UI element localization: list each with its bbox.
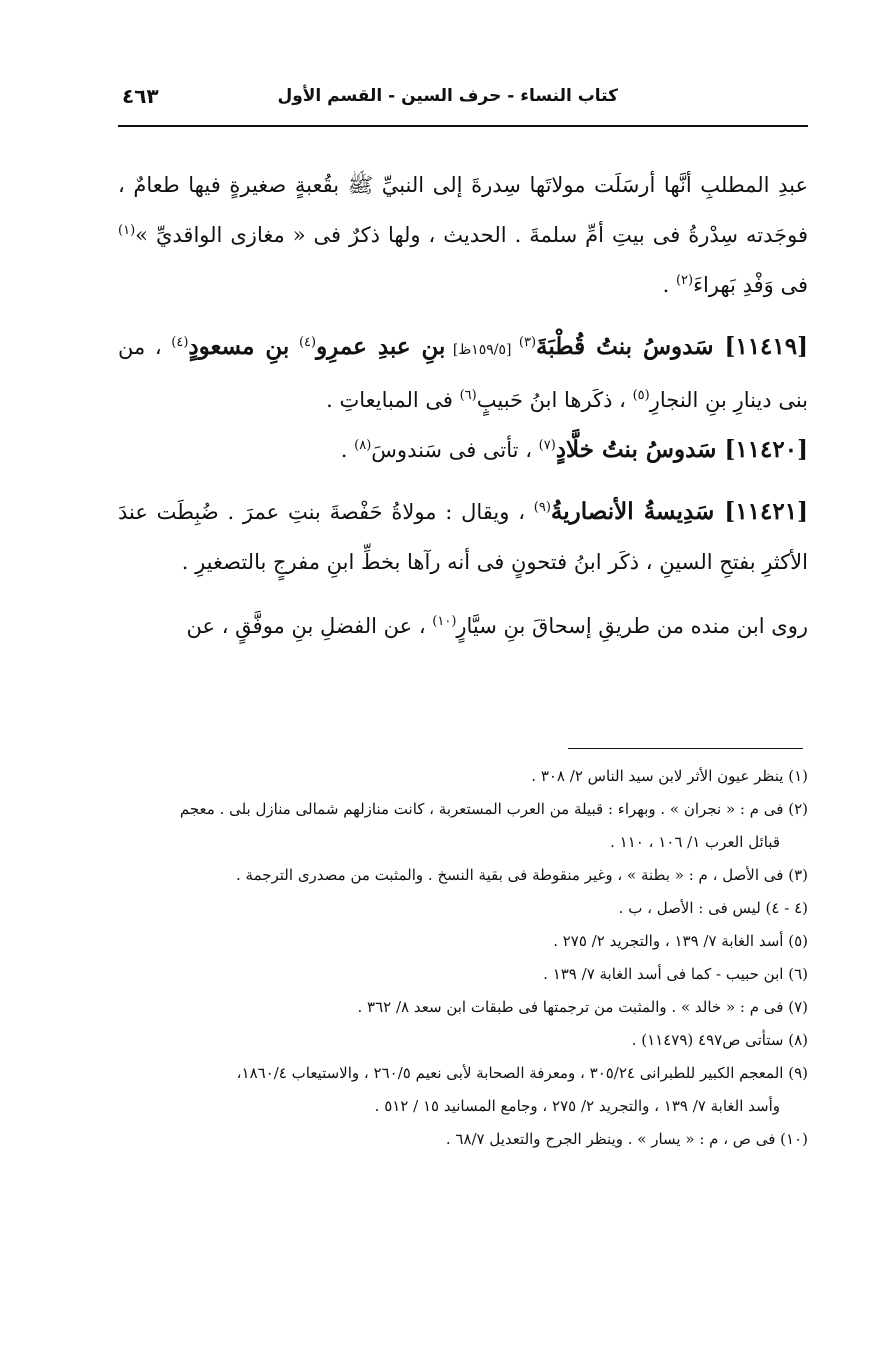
text-span: فى وَفْدِ بَهراءَ	[693, 273, 808, 297]
footnote-number: (٣)	[788, 866, 808, 884]
entry-heading: [١١٤٢٠] سَدوسُ بنتُ خلَّادٍ	[555, 436, 808, 463]
text-span: فى المبايعاتِ .	[326, 388, 460, 412]
page-number: ٤٦٣	[122, 84, 159, 108]
footnote-3	[118, 859, 808, 892]
text-span: ، ذكَرها ابنُ حَبيبٍ	[476, 388, 633, 412]
footnote-8	[118, 1024, 808, 1057]
text-span: روى ابن منده من طريقِ إسحاقَ بنِ سيَّارٍ	[456, 614, 808, 638]
footnote-number: (٨)	[788, 1031, 808, 1049]
footnote-number: (٥)	[788, 932, 808, 950]
footnote-ref: (١)	[118, 223, 136, 238]
entry-11420	[118, 425, 808, 475]
footnote-ref: (٨)	[354, 438, 372, 453]
footnote-6	[118, 958, 808, 991]
footnote-number: (٧)	[788, 998, 808, 1016]
footnote-number: (١)	[788, 767, 808, 785]
footnote-number: (١٠)	[780, 1130, 808, 1148]
running-title: كتاب النساء - حرف السين - القسم الأول	[277, 86, 618, 106]
footnote-continuation: وأسد الغابة ٧/ ١٣٩ ، والتجريد ٢/ ٢٧٥ ، وجامع المسانيد ١٥ / ٥١٢ .	[374, 1097, 780, 1115]
footnotes	[118, 760, 808, 1156]
entry-11421	[118, 487, 808, 587]
footnote-text: ليس فى : الأصل ، ب .	[618, 899, 766, 917]
entry-heading-cont: بنِ مسعودٍ	[188, 333, 290, 360]
text-span: ، من بنى دينارِ بنِ النجارِ	[118, 335, 808, 412]
footnote-text: ينظر عيون الأثر لابن سيد الناس ٢/ ٣٠٨ .	[531, 767, 789, 785]
footnote-text: فى م : « خالد » . والمثبت من ترجمتها فى طبقات ابن سعد ٨/ ٣٦٢ .	[357, 998, 789, 1016]
footnote-ref: (٥)	[632, 388, 650, 403]
footnote-7	[118, 991, 808, 1024]
folio-marker: [١٥٩/٥ظ]	[445, 342, 519, 358]
footnote-number: (٦)	[788, 965, 808, 983]
footnote-text: ستأتى ص٤٩٧ (١١٤٧٩) .	[631, 1031, 789, 1049]
entry-heading-cont: بنِ عبدِ عمرِو	[316, 333, 446, 360]
paragraph-narration	[118, 601, 808, 651]
footnote-ref: (٤)	[298, 335, 317, 350]
footnote-10	[118, 1123, 808, 1156]
footnote-1	[118, 760, 808, 793]
footnote-text: المعجم الكبير للطبرانى ٣٠٥/٢٤ ، ومعرفة الصحابة لأبى نعيم ٢٦٠/٥ ، والاستيعاب ١٨٦٠/٤،	[236, 1064, 789, 1082]
text-span: ، ويقال : مولاةُ حَفْصةَ بنتِ عمرَ . ضُبِطَت عندَ الأكثرِ بفتحِ السينِ ، ذكَر ابنُ فتحونٍ فى أنه رآها بخطِّ ابنِ مفرجٍ بالتصغيرِ .	[118, 500, 808, 574]
footnote-separator	[568, 748, 803, 749]
header-rule	[118, 125, 808, 127]
entry-heading: [١١٤١٩] سَدوسُ بنتُ قُطْبَةَ	[536, 333, 809, 360]
footnote-9	[118, 1057, 808, 1123]
footnote-ref: (٦)	[459, 388, 477, 403]
footnote-number: (٩)	[788, 1064, 808, 1082]
text-span: .	[340, 438, 355, 462]
footnote-number: (٢)	[788, 800, 808, 818]
text-span: عبدِ المطلبِ أنَّها أرسَلَت مولاتَها سِدرةَ إلى النبيِّ ﷺ بقُعبةٍ صغيرةٍ فيها طعامٌ ، فوجَدته سِدْرةُ فى بيتِ أمِّ سلمةَ . الحديث ، ولها ذكرٌ فى « مغازى الواقديِّ »	[118, 173, 808, 247]
entry-heading: [١١٤٢١] سَدِيسةُ الأنصاريةُ	[550, 498, 808, 525]
text-span: ، تأتى فى سَندوسَ	[371, 438, 539, 462]
footnote-text: فى م : « نجران » . وبهراء : قبيلة من العرب المستعربة ، كانت منازلهم شمالى منازل بلى . معجم	[179, 800, 789, 818]
page-header	[118, 78, 808, 114]
footnote-ref: (٩)	[533, 500, 551, 515]
paragraph-intro	[118, 160, 808, 310]
footnote-number: (٤ - ٤)	[765, 899, 808, 917]
footnote-ref: (٤)	[171, 335, 189, 350]
footnote-5	[118, 925, 808, 958]
footnote-continuation: قبائل العرب ١/ ١٠٦ ، ١١٠ .	[610, 833, 780, 851]
footnote-4	[118, 892, 808, 925]
footnote-ref: (٢)	[675, 273, 694, 288]
entry-11419	[118, 322, 808, 425]
footnote-text: أسد الغابة ٧/ ١٣٩ ، والتجريد ٢/ ٢٧٥ .	[553, 932, 789, 950]
footnote-2	[118, 793, 808, 859]
text-span: .	[662, 273, 676, 297]
footnote-ref: (٧)	[538, 438, 556, 453]
footnote-text: فى ص ، م : « يسار » . وينظر الجرح والتعديل ٦٨/٧ .	[445, 1130, 781, 1148]
footnote-ref: (١٠)	[432, 614, 457, 629]
main-text	[118, 160, 808, 651]
footnote-ref: (٣)	[518, 335, 537, 350]
text-span: ، عن الفضلِ بنِ موفَّقٍ ، عن	[186, 614, 433, 638]
footnote-text: فى الأصل ، م : « بطنة » ، وغير منقوطة فى بقية النسخ . والمثبت من مصدرى الترجمة .	[235, 866, 789, 884]
footnote-text: ابن حبيب - كما فى أسد الغابة ٧/ ١٣٩ .	[543, 965, 789, 983]
